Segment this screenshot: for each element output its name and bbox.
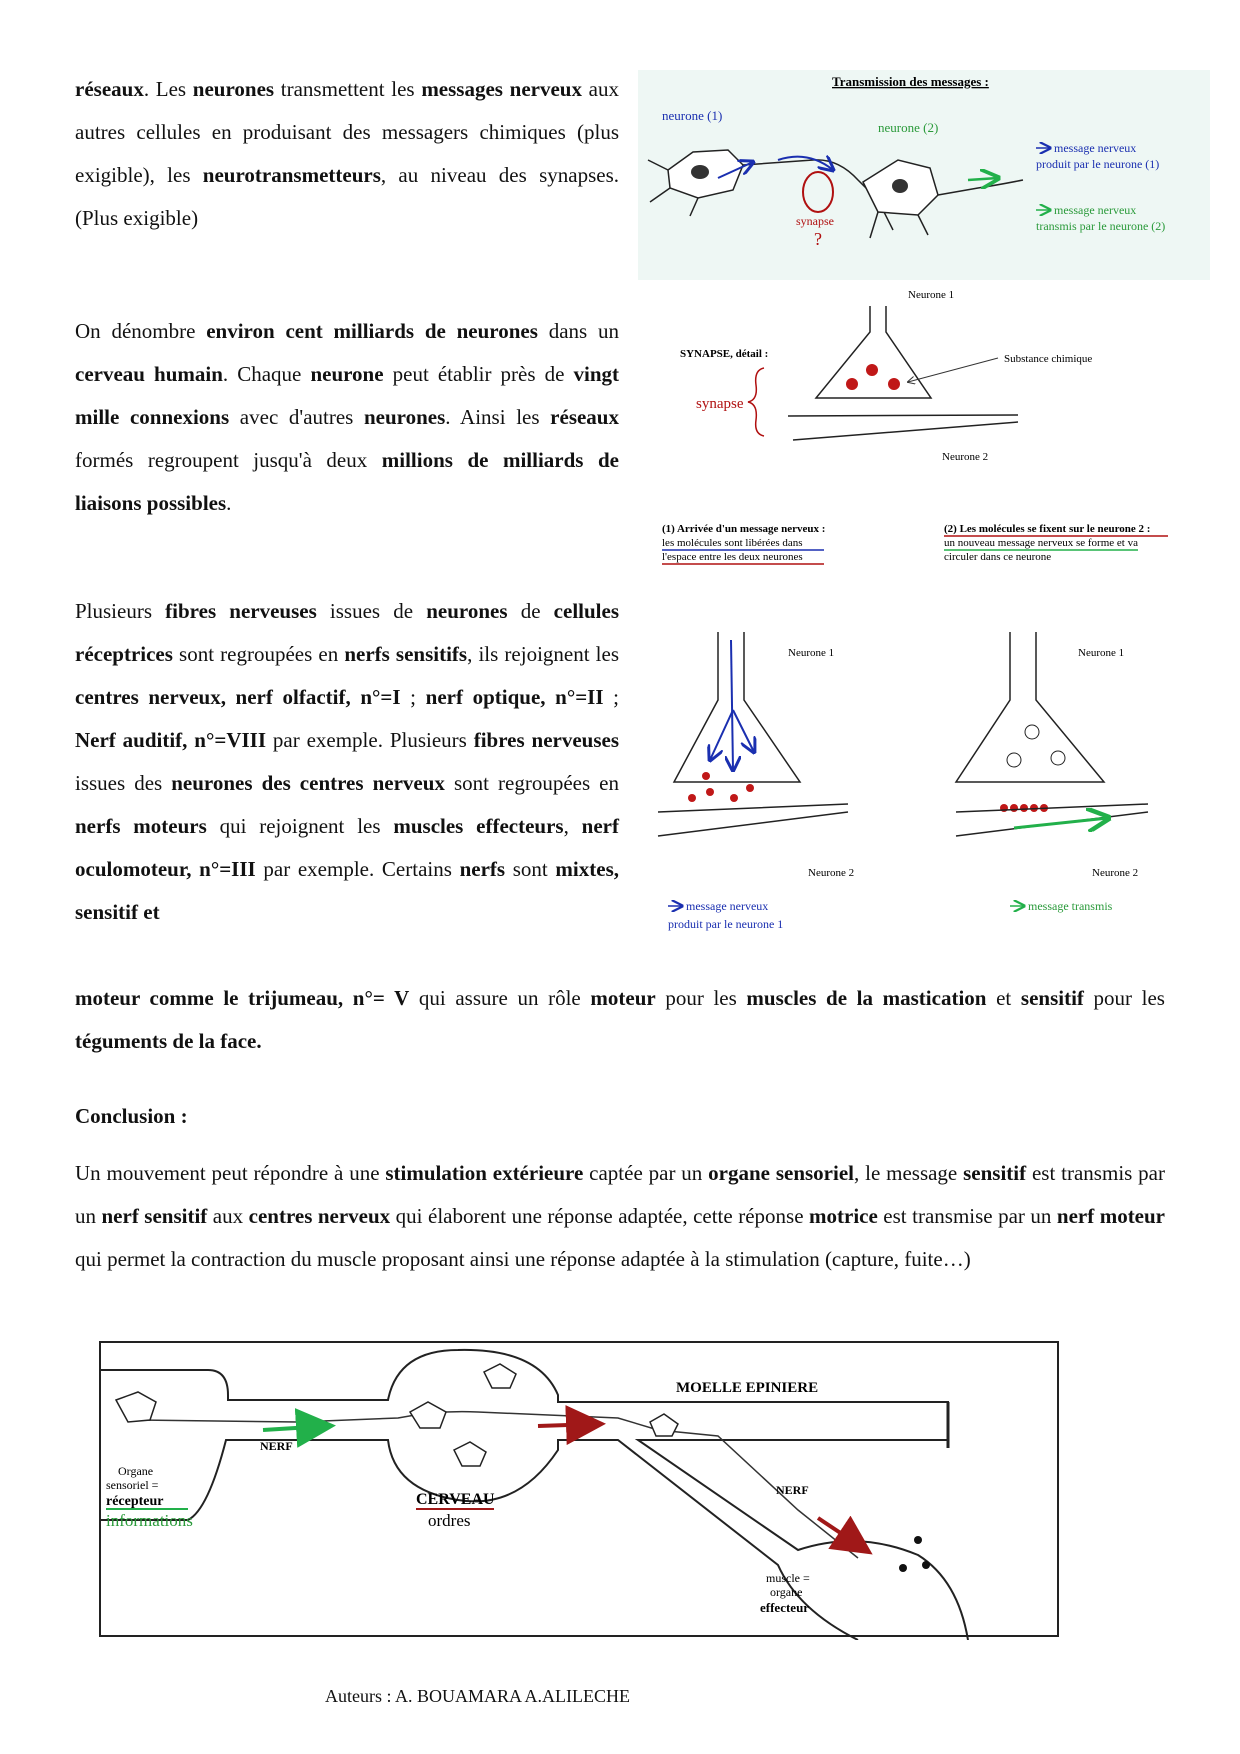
brain-neuron bbox=[410, 1402, 446, 1428]
fig3-legend-left-b: produit par le neurone 1 bbox=[668, 917, 784, 931]
fig3-molecule bbox=[688, 794, 696, 802]
bold-term: stimulation extérieure bbox=[385, 1161, 584, 1185]
paragraph-conclusion bbox=[75, 1152, 1165, 1281]
fig3-h1c: l'espace entre les deux neurones bbox=[662, 551, 803, 563]
bold-term: muscles de la mastication bbox=[746, 986, 987, 1010]
figure-frame bbox=[100, 1342, 1058, 1636]
fig2-neurone1-label: Neurone 1 bbox=[908, 289, 955, 301]
text-run: , le message bbox=[854, 1161, 964, 1185]
fig3-molecule bbox=[730, 794, 738, 802]
text-run: pour les bbox=[655, 986, 747, 1010]
bold-term: neurones bbox=[364, 405, 446, 429]
text-run: avec d'autres bbox=[229, 405, 364, 429]
fig2-panel bbox=[638, 280, 1210, 505]
bold-term: nerfs moteurs bbox=[75, 814, 207, 838]
text-run: sont regroupées en bbox=[444, 771, 619, 795]
brain-neuron bbox=[484, 1364, 516, 1388]
text-run: Un mouvement peut répondre à une bbox=[75, 1161, 386, 1185]
receptor-cell bbox=[116, 1392, 156, 1422]
fig3-n1-right-label: Neurone 1 bbox=[1078, 647, 1125, 659]
bold-term: réseaux bbox=[550, 405, 619, 429]
fig1-legend2b: transmis par le neurone (2) bbox=[1036, 219, 1166, 233]
muscle-label-3: effecteur bbox=[760, 1600, 810, 1615]
text-run: sont regroupées en bbox=[172, 642, 345, 666]
bold-term: messages nerveux bbox=[421, 77, 582, 101]
text-run: . Ainsi les bbox=[445, 405, 551, 429]
text-run: est transmise par un bbox=[877, 1204, 1057, 1228]
fig3-panel bbox=[638, 505, 1210, 963]
fig1-question-mark: ? bbox=[814, 229, 822, 249]
bold-term: téguments de la face. bbox=[75, 1029, 262, 1053]
spinal-neuron bbox=[650, 1414, 678, 1436]
text-run: de bbox=[507, 599, 554, 623]
text-run: . Les bbox=[143, 77, 193, 101]
fig3-legend-right: message transmis bbox=[1028, 899, 1113, 913]
bold-term: neurone bbox=[310, 362, 384, 386]
fig1-neurone2-label: neurone (2) bbox=[878, 120, 939, 135]
neuron1-nucleus bbox=[691, 165, 709, 179]
fig2-substance-label: Substance chimique bbox=[1004, 353, 1093, 365]
fig2-vesicle-1 bbox=[846, 378, 858, 390]
text-run: aux autres cellules en produisant des messagers chimiques (plus exigible), les bbox=[75, 77, 619, 187]
text-run: qui assure un rôle bbox=[409, 986, 591, 1010]
fig1-neurone1-label: neurone (1) bbox=[662, 108, 723, 123]
paragraph-nombre-neurones bbox=[75, 310, 619, 525]
text-run: formés regroupent jusqu'à deux bbox=[75, 448, 382, 472]
fig3-bound-molecule bbox=[1020, 804, 1028, 812]
fig1-title: Transmission des messages : bbox=[832, 74, 989, 89]
text-run: ; bbox=[400, 685, 426, 709]
pathway-outline bbox=[100, 1350, 968, 1640]
fig1-legend1b: produit par le neurone (1) bbox=[1036, 157, 1160, 171]
brain-neuron bbox=[454, 1442, 486, 1466]
nerve-fiber bbox=[138, 1412, 858, 1558]
motor-red-arrow-1 bbox=[538, 1424, 598, 1426]
bold-term: nerf sensitif bbox=[101, 1204, 208, 1228]
bold-term: centres nerveux, nerf olfactif, n°=I bbox=[75, 685, 401, 709]
bold-term: neurones bbox=[426, 599, 508, 623]
fig3-n1-left-label: Neurone 1 bbox=[788, 647, 835, 659]
fig3-h2a: (2) Les molécules se fixent sur le neurone 2 : bbox=[944, 523, 1151, 535]
bold-term: fibres nerveuses bbox=[473, 728, 619, 752]
fig3-n2-right-label: Neurone 2 bbox=[1092, 867, 1139, 879]
nerf-left-label: NERF bbox=[260, 1439, 293, 1453]
nerve-pathway-figure bbox=[98, 1340, 1062, 1640]
fig3-legend-left-a: message nerveux bbox=[686, 899, 769, 913]
text-run: est transmis par un bbox=[75, 1161, 1165, 1228]
bold-term: muscles effecteurs bbox=[393, 814, 564, 838]
bold-term: cerveau humain bbox=[75, 362, 223, 386]
bold-term: motrice bbox=[809, 1204, 878, 1228]
text-run: Plusieurs bbox=[75, 599, 166, 623]
bold-term: Nerf auditif, n°=VIII bbox=[75, 728, 267, 752]
bold-term: nerfs bbox=[459, 857, 506, 881]
fig2-title: SYNAPSE, détail : bbox=[680, 348, 769, 360]
bold-term: moteur bbox=[590, 986, 656, 1010]
text-run: . bbox=[226, 491, 232, 515]
text-run: , au niveau des synapses. (Plus exigible) bbox=[75, 163, 619, 230]
bold-term: nerfs sensitifs bbox=[344, 642, 468, 666]
fig2-synapse-label: synapse bbox=[696, 396, 744, 412]
recepteur-label: récepteur bbox=[106, 1494, 164, 1509]
bold-term: cellules réceptrices bbox=[75, 599, 619, 666]
text-run: pour les bbox=[1083, 986, 1165, 1010]
text-run: qui élaborent une réponse adaptée, cette réponse bbox=[390, 1204, 810, 1228]
fig3-h1a: (1) Arrivée d'un message nerveux : bbox=[662, 523, 826, 535]
bold-term: neurones bbox=[192, 77, 275, 101]
paragraph-reseaux bbox=[75, 68, 619, 240]
bold-term: environ cent milliards de neurones bbox=[206, 319, 538, 343]
bold-term: neurones des centres nerveux bbox=[171, 771, 445, 795]
text-run: captée par un bbox=[583, 1161, 709, 1185]
fig3-n2-left-label: Neurone 2 bbox=[808, 867, 855, 879]
nerf-right-label: NERF bbox=[776, 1483, 809, 1497]
ordres-label: ordres bbox=[428, 1511, 471, 1530]
footer-authors: Auteurs : A. BOUAMARA A.ALILECHE bbox=[325, 1686, 630, 1706]
neuron2-nucleus bbox=[892, 179, 908, 193]
text-run: par exemple. Certains bbox=[255, 857, 460, 881]
bold-term: sensitif bbox=[963, 1161, 1027, 1185]
bold-term: moteur comme le trijumeau, n°= V bbox=[75, 986, 410, 1010]
fig3-molecule bbox=[746, 784, 754, 792]
organe-label-1: Organe bbox=[118, 1464, 154, 1478]
bold-term: organe sensoriel bbox=[708, 1161, 854, 1185]
text-run: On dénombre bbox=[75, 319, 207, 343]
cerveau-label: CERVEAU bbox=[416, 1491, 495, 1508]
text-run: par exemple. Plusieurs bbox=[266, 728, 474, 752]
fig2-neurone2-label: Neurone 2 bbox=[942, 451, 989, 463]
fig2-vesicle-3 bbox=[888, 378, 900, 390]
paragraph-fibres-nerveuses bbox=[75, 590, 619, 934]
fig1-legend2a: message nerveux bbox=[1054, 203, 1137, 217]
text-run: issues de bbox=[316, 599, 427, 623]
bold-term: millions de milliards de liaisons possibles bbox=[75, 448, 619, 515]
text-run: peut établir près de bbox=[383, 362, 574, 386]
text-run: issues des bbox=[75, 771, 172, 795]
muscle-label-1: muscle = bbox=[766, 1571, 810, 1585]
fig3-bound-molecule bbox=[1010, 804, 1018, 812]
muscle-end bbox=[914, 1536, 922, 1544]
fig3-molecule bbox=[706, 788, 714, 796]
fig3-molecule bbox=[702, 772, 710, 780]
muscle-end bbox=[922, 1561, 930, 1569]
bold-term: centres nerveux bbox=[248, 1204, 391, 1228]
text-run: aux bbox=[207, 1204, 249, 1228]
text-run: ; bbox=[603, 685, 619, 709]
fig1-synapse-label: synapse bbox=[796, 214, 834, 228]
fig3-h2c: circuler dans ce neurone bbox=[944, 551, 1052, 563]
bold-term: nerf optique, n°=II bbox=[425, 685, 604, 709]
muscle-end bbox=[899, 1564, 907, 1572]
moelle-label: MOELLE EPINIERE bbox=[676, 1380, 819, 1396]
bold-term: fibres nerveuses bbox=[165, 599, 317, 623]
text-run: transmettent les bbox=[274, 77, 422, 101]
bold-term: nerf oculomoteur, n°=III bbox=[75, 814, 619, 881]
bold-term: sensitif bbox=[1020, 986, 1084, 1010]
text-run: . Chaque bbox=[222, 362, 311, 386]
muscle-label-2: organe bbox=[770, 1585, 803, 1599]
text-run: , ils rejoignent les bbox=[467, 642, 619, 666]
synapse-circle bbox=[803, 172, 833, 212]
text-run: qui permet la contraction du muscle proposant ainsi une réponse adaptée à la stimulation (capture, fuite…) bbox=[75, 1247, 971, 1271]
bold-term: mixtes, sensitif et bbox=[75, 857, 619, 924]
paragraph-fibres-nerveuses-suite bbox=[75, 977, 1165, 1063]
fig2-vesicle-2 bbox=[866, 364, 878, 376]
fig1-blue-arrow-2 bbox=[778, 157, 833, 170]
text-run: sont bbox=[505, 857, 556, 881]
bold-term: nerf moteur bbox=[1056, 1204, 1166, 1228]
bold-term: vingt mille connexions bbox=[75, 362, 620, 429]
text-run: qui rejoignent les bbox=[206, 814, 394, 838]
informations-label: informations bbox=[106, 1511, 193, 1530]
synapse-figure bbox=[638, 70, 1210, 963]
fig3-h1b: les molécules sont libérées dans bbox=[662, 537, 803, 549]
bold-term: neurotransmetteurs bbox=[202, 163, 381, 187]
text-run: , bbox=[563, 814, 582, 838]
conclusion-title: Conclusion : bbox=[75, 1104, 188, 1128]
text-run: dans un bbox=[537, 319, 620, 343]
organe-label-2: sensoriel = bbox=[106, 1478, 159, 1492]
fig3-h2b: un nouveau message nerveux se forme et va bbox=[944, 537, 1138, 549]
fig1-green-arrow bbox=[968, 178, 998, 180]
fig1-legend1a: message nerveux bbox=[1054, 141, 1137, 155]
bold-term: réseaux bbox=[75, 77, 144, 101]
text-run: et bbox=[986, 986, 1021, 1010]
sensory-green-arrow bbox=[263, 1426, 328, 1430]
